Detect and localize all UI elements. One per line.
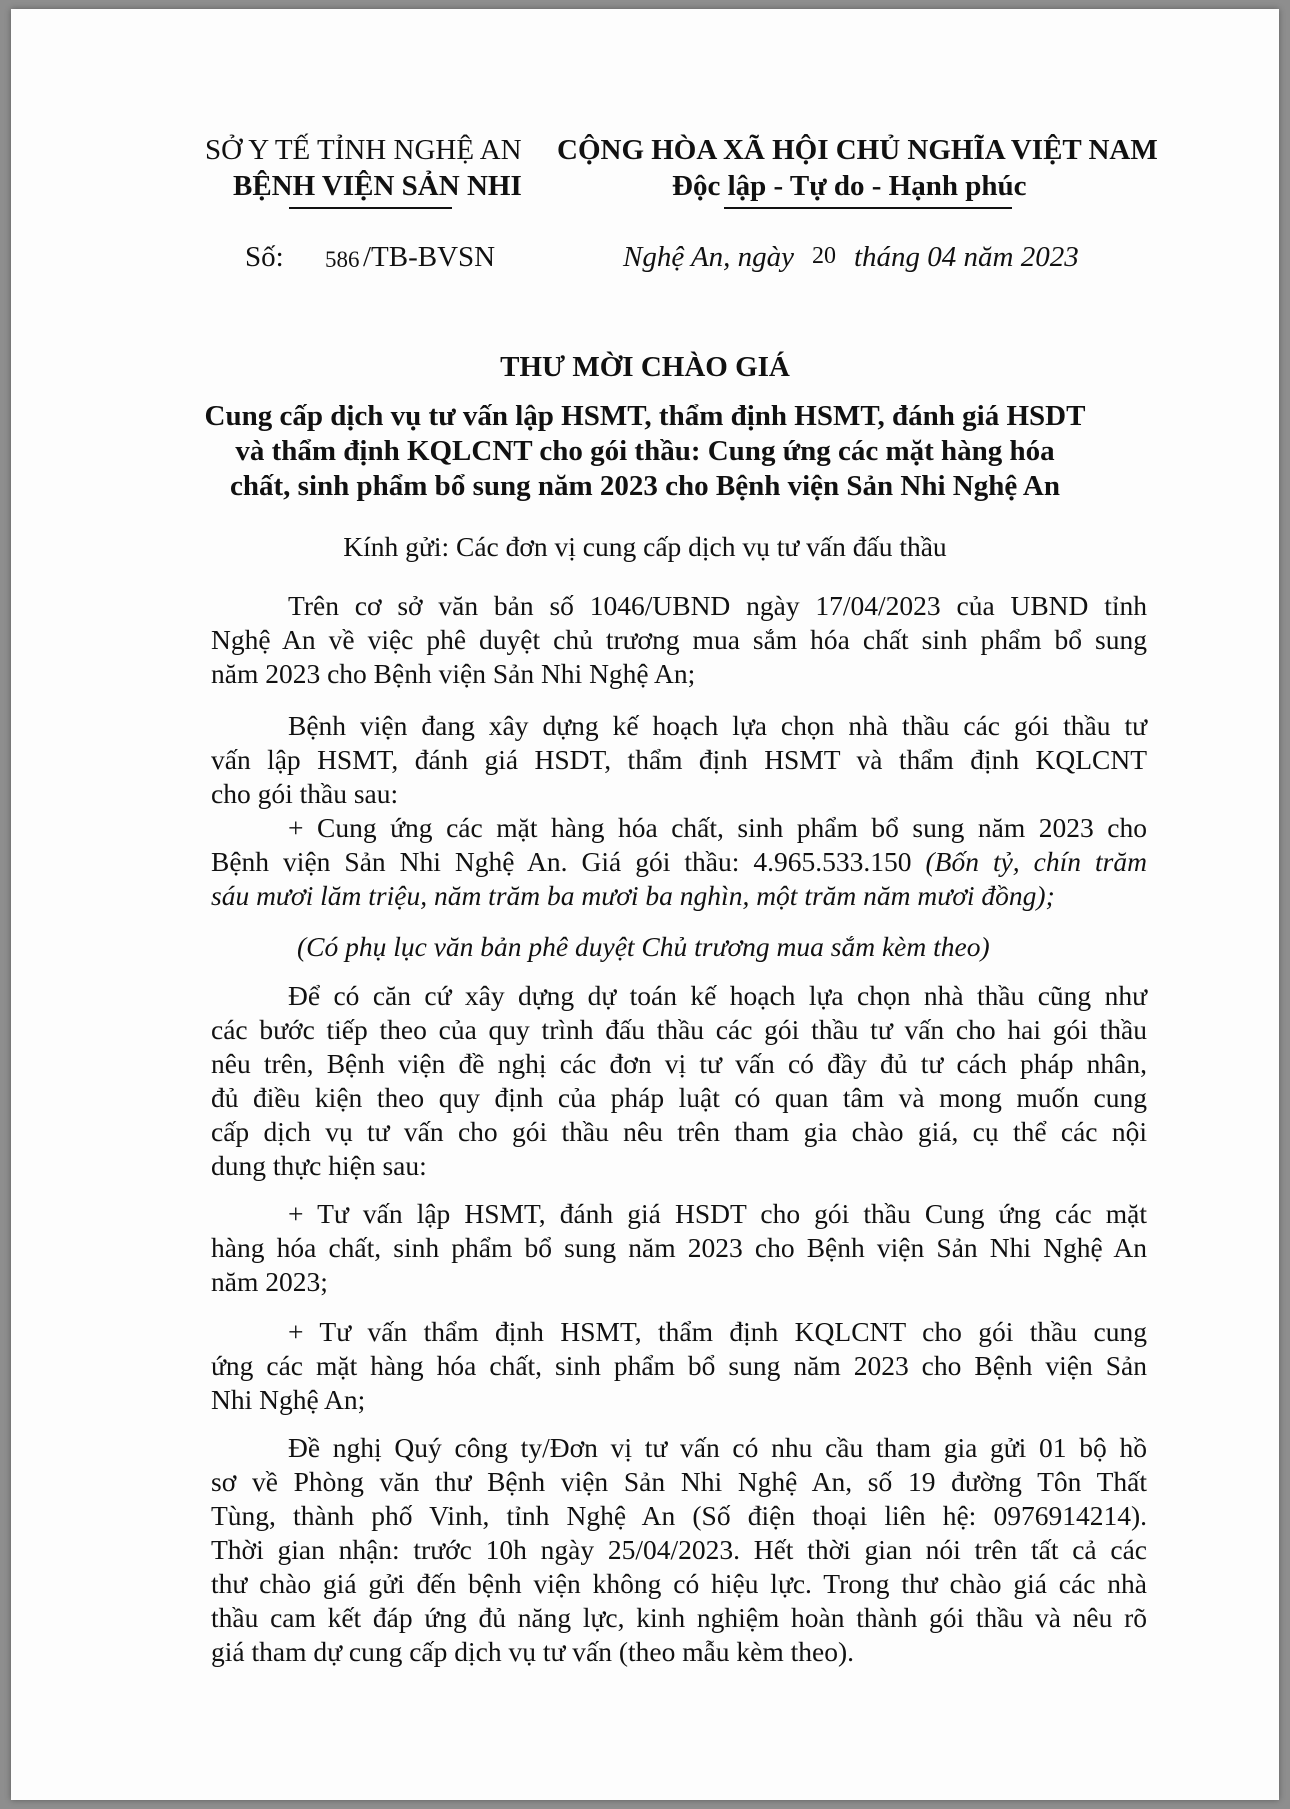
paragraph-line: ứng các mặt hàng hóa chất, sinh phẩm bổ sung năm 2023 cho Bệnh viện Sản xyxy=(211,1350,1147,1381)
paragraph-line: Để có căn cứ xây dựng dự toán kế hoạch lựa chọn nhà thầu cũng như xyxy=(288,980,1147,1011)
motto-underline xyxy=(724,207,1012,209)
doc-number-handwritten: 586 xyxy=(325,247,360,272)
paragraph-line: thầu cam kết đáp ứng đủ năng lực, kinh nghiệm hoàn thành gói thầu và nêu rõ xyxy=(211,1602,1147,1633)
paragraph-line: Trên cơ sở văn bản số 1046/UBND ngày 17/04/2023 của UBND tỉnh xyxy=(288,590,1147,621)
ministry-name: SỞ Y TẾ TỈNH NGHỆ AN xyxy=(205,134,522,166)
doc-number-suffix: /TB-BVSN xyxy=(363,241,496,273)
date-prefix: Nghệ An, ngày xyxy=(623,241,795,273)
addressee: Kính gửi: Các đơn vị cung cấp dịch vụ tư vấn đấu thầu xyxy=(343,531,947,562)
paragraph-line: hàng hóa chất, sinh phẩm bổ sung năm 2023 cho Bệnh viện Sản Nhi Nghệ An xyxy=(211,1232,1147,1263)
hospital-underline xyxy=(289,207,452,209)
paragraph-line: Đề nghị Quý công ty/Đơn vị tư vấn có nhu cầu tham gia gửi 01 bộ hồ xyxy=(288,1432,1147,1463)
package-price-text: Bệnh viện Sản Nhi Nghệ An. Giá gói thầu: 4.965.533.150 xyxy=(211,846,926,877)
date-day-handwritten: 20 xyxy=(812,243,836,269)
paragraph-line: nêu trên, Bệnh viện đề nghị các đơn vị tư vấn có đầy đủ tư cách pháp nhân, xyxy=(211,1048,1147,1079)
paragraph-line: cho gói thầu sau: xyxy=(211,778,399,809)
paragraph-line: Tùng, thành phố Vinh, tỉnh Nghệ An (Số điện thoại liên hệ: 0976914214). xyxy=(211,1500,1147,1531)
paragraph-line: dung thực hiện sau: xyxy=(211,1150,427,1181)
paragraph-line: + Tư vấn lập HSMT, đánh giá HSDT cho gói thầu Cung ứng các mặt xyxy=(288,1198,1147,1229)
paragraph-line: năm 2023 cho Bệnh viện Sản Nhi Nghệ An; xyxy=(211,658,696,689)
paragraph-line: giá tham dự cung cấp dịch vụ tư vấn (theo mẫu kèm theo). xyxy=(211,1636,855,1667)
paragraph-line: thư chào giá gửi đến bệnh viện không có hiệu lực. Trong thư chào giá các nhà xyxy=(211,1568,1147,1599)
paragraph-line: đủ điều kiện theo quy định của pháp luật có quan tâm và mong muốn cung xyxy=(211,1082,1147,1113)
paragraph-plan xyxy=(211,709,1147,811)
paragraph-request xyxy=(211,979,1147,1183)
letter-title: THƯ MỜI CHÀO GIÁ xyxy=(500,351,790,383)
paragraph-package-item xyxy=(211,811,1147,913)
paragraph-line: Thời gian nhận: trước 10h ngày 25/04/2023. Hết thời gian nói trên tất cả các xyxy=(211,1534,1147,1565)
paragraph-service-2 xyxy=(211,1315,1147,1417)
paragraph-line: vấn lập HSMT, đánh giá HSDT, thẩm định HSMT và thẩm định KQLCNT xyxy=(211,744,1147,775)
paragraph-line: + Cung ứng các mặt hàng hóa chất, sinh phẩm bổ sung năm 2023 cho xyxy=(288,812,1147,843)
subtitle-line-3: chất, sinh phẩm bổ sung năm 2023 cho Bệnh viện Sản Nhi Nghệ An xyxy=(230,470,1060,502)
paragraph-line: Nhi Nghệ An; xyxy=(211,1384,366,1415)
date-suffix: tháng 04 năm 2023 xyxy=(854,241,1079,273)
paragraph-line: Nghệ An về việc phê duyệt chủ trương mua sắm hóa chất sinh phẩm bổ sung xyxy=(211,624,1147,655)
appendix-note: (Có phụ lục văn bản phê duyệt Chủ trương mua sắm kèm theo) xyxy=(297,931,990,962)
paragraph-line: + Tư vấn thẩm định HSMT, thẩm định KQLCNT cho gói thầu cung xyxy=(288,1316,1147,1347)
subtitle-line-2: và thẩm định KQLCNT cho gói thầu: Cung ứng các mặt hàng hóa xyxy=(235,435,1055,467)
paragraph-legal-basis xyxy=(211,589,1147,691)
nation-name: CỘNG HÒA XÃ HỘI CHỦ NGHĨA VIỆT NAM xyxy=(557,134,1158,166)
paragraph-line xyxy=(211,845,1147,879)
subtitle-line-1: Cung cấp dịch vụ tư vấn lập HSMT, thẩm định HSMT, đánh giá HSDT xyxy=(204,400,1086,432)
paragraph-line: Bệnh viện đang xây dựng kế hoạch lựa chọn nhà thầu các gói thầu tư xyxy=(288,710,1147,741)
paragraph-line: sơ về Phòng văn thư Bệnh viện Sản Nhi Nghệ An, số 19 đường Tôn Thất xyxy=(211,1466,1147,1497)
paragraph-line: năm 2023; xyxy=(211,1266,328,1297)
doc-number-label: Số: xyxy=(245,241,284,273)
paragraph-service-1 xyxy=(211,1197,1147,1299)
motto: Độc lập - Tự do - Hạnh phúc xyxy=(672,170,1027,202)
hospital-name: BỆNH VIỆN SẢN NHI xyxy=(233,170,522,202)
paragraph-submission xyxy=(211,1431,1147,1669)
package-price-words: (Bốn tỷ, chín trăm xyxy=(925,846,1147,877)
paragraph-line: cấp dịch vụ tư vấn cho gói thầu nêu trên tham gia chào giá, cụ thể các nội xyxy=(211,1116,1147,1147)
paragraph-line: sáu mươi lăm triệu, năm trăm ba mươi ba nghìn, một trăm năm mươi đồng); xyxy=(211,880,1055,911)
document-page xyxy=(11,9,1279,1800)
paragraph-line: các bước tiếp theo của quy trình đấu thầu các gói thầu tư vấn cho hai gói thầu xyxy=(211,1014,1147,1045)
